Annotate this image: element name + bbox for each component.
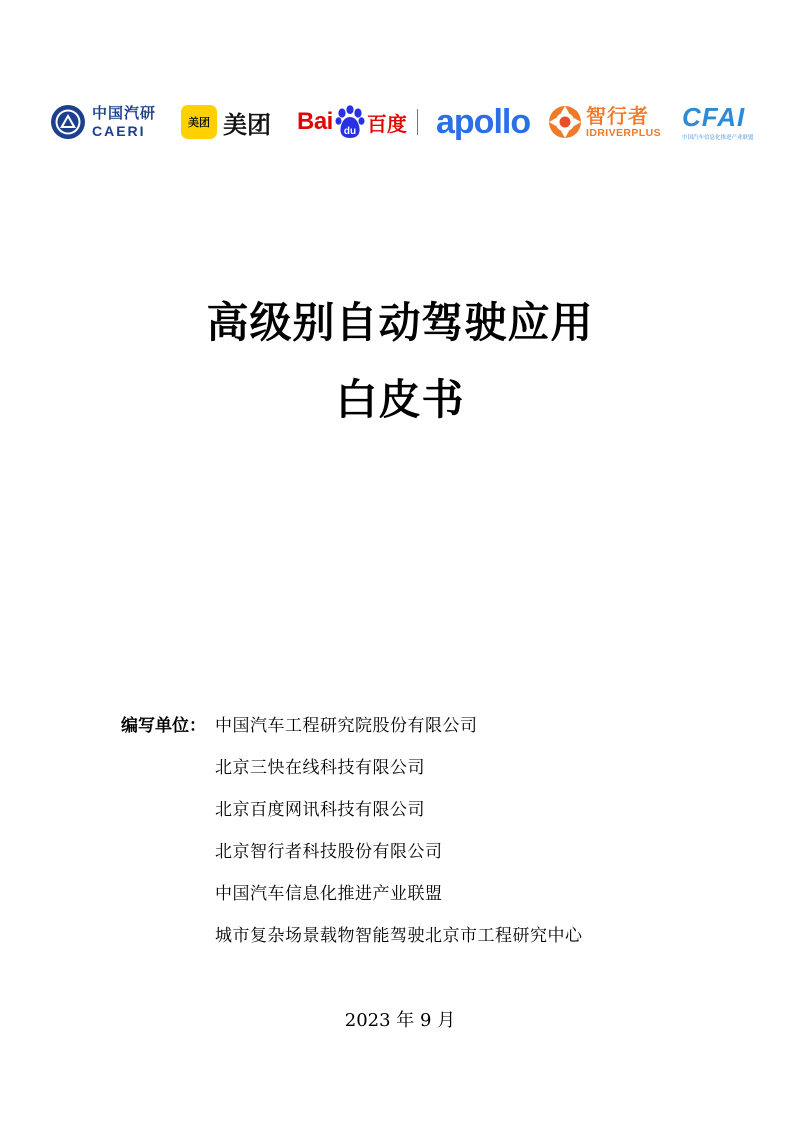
meituan-logo <box>181 94 271 150</box>
caeri-logo <box>50 94 156 150</box>
caeri-emblem-icon <box>50 104 86 140</box>
author-row <box>121 838 583 880</box>
meituan-text: 美团 <box>223 110 271 139</box>
document-title-line1: 高级别自动驾驶应用 <box>206 298 594 347</box>
idriverplus-cn-name: 智行者 <box>586 103 649 128</box>
logo-bar <box>0 94 800 150</box>
cfai-text: CFAI <box>682 101 746 132</box>
apollo-logo <box>436 94 530 150</box>
idriverplus-en-name: IDRIVERPLUS <box>586 126 661 139</box>
author-row <box>121 712 583 754</box>
authors-block <box>121 712 583 964</box>
apollo-text: apollo <box>436 102 531 141</box>
author-unit: 城市复杂场景载物智能驾驶北京市工程研究中心 <box>215 926 583 946</box>
idriverplus-logo <box>548 94 661 150</box>
baidu-logo <box>297 94 427 150</box>
baidu-cn-text: 百度 <box>366 111 407 136</box>
caeri-en-name: CAERI <box>92 123 146 139</box>
cfai-logo <box>682 94 754 150</box>
authors-label: 编写单位： <box>121 716 206 736</box>
author-row <box>121 880 583 922</box>
document-title-line2: 白皮书 <box>335 375 465 424</box>
idriverplus-emblem-icon <box>548 105 582 139</box>
baidu-bai-text: Bai <box>297 108 333 135</box>
author-unit: 中国汽车工程研究院股份有限公司 <box>215 716 478 736</box>
baidu-paw-icon <box>335 105 365 139</box>
logo-separator <box>417 109 418 135</box>
author-row <box>121 796 583 838</box>
publication-date: 2023 年 9 月 <box>344 1010 456 1031</box>
caeri-cn-name: 中国汽研 <box>92 104 157 122</box>
meituan-badge: 美团 <box>181 105 217 139</box>
author-unit: 北京三快在线科技有限公司 <box>215 758 425 778</box>
author-unit: 中国汽车信息化推进产业联盟 <box>215 884 443 904</box>
baidu-du-text: du <box>343 126 356 137</box>
author-row <box>121 754 583 796</box>
author-unit: 北京百度网讯科技有限公司 <box>215 800 425 820</box>
author-row <box>121 922 583 964</box>
author-unit: 北京智行者科技股份有限公司 <box>215 842 443 862</box>
cfai-subtitle: 中国汽车信息化推进产业联盟 <box>682 134 754 141</box>
